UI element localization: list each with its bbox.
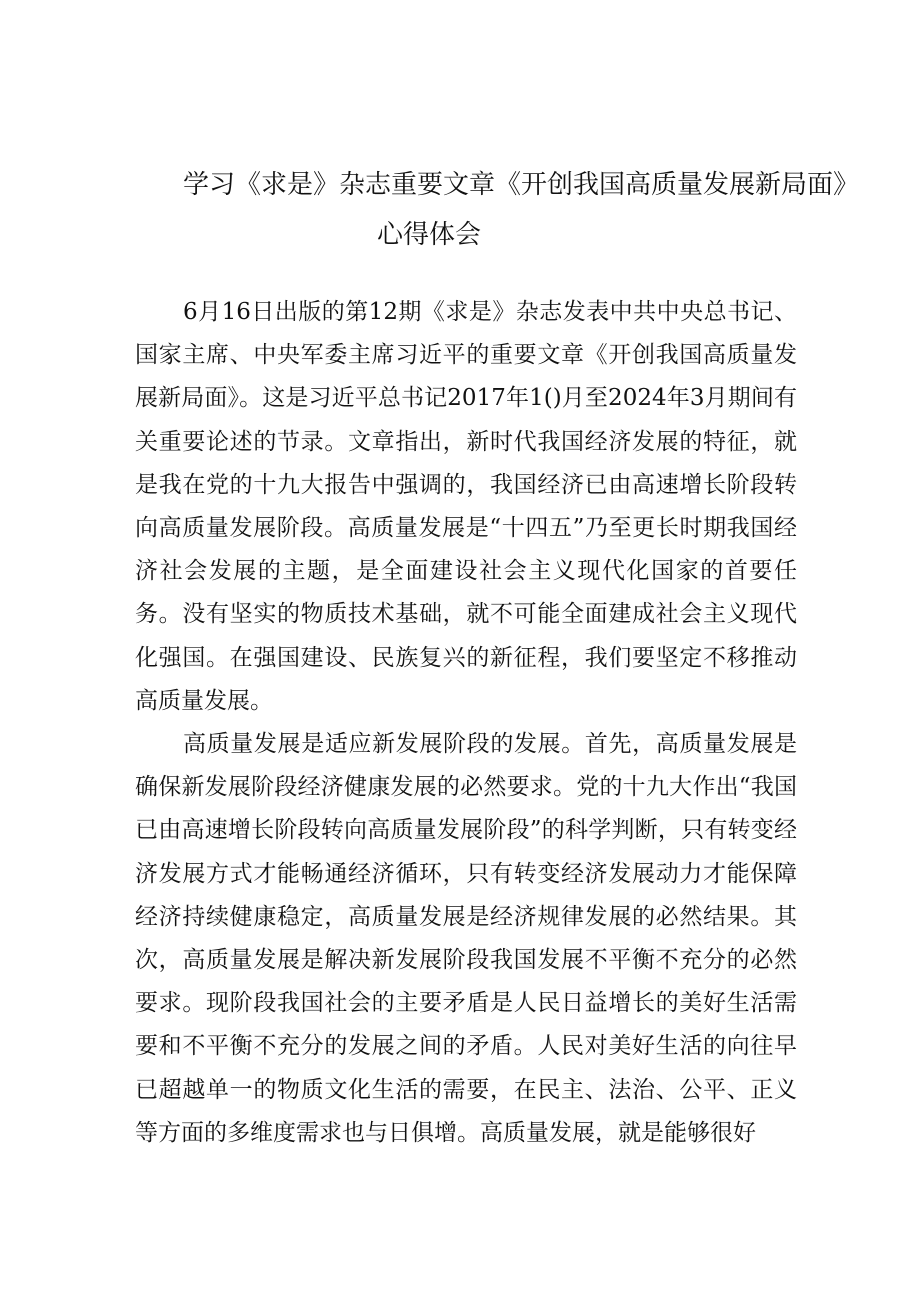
- document-title: [0, 160, 920, 260]
- paragraph-2: 高质量发展是适应新发展阶段的发展。首先，高质量发展是确保新发展阶段经济健康发展的必然要求。党的十九大作出“我国已由高速增长阶段转向高质量发展阶段”的科学判断，只有转变经济发展方式才能畅通经济循环，只有转变经济发展动力才能保障经济持续健康稳定，高质量发展是经济规律发展的必然结果。其次，高质量发展是解决新发展阶段我国发展不平衡不充分的必然要求。现阶段我国社会的主要矛盾是人民日益增长的美好生活需要和不平衡不充分的发展之间的矛盾。人民对美好生活的向往早已超越单一的物质文化生活的需要，在民主、法治、公平、正义等方面的多维度需求也与日俱增。高质量发展，就是能够很好: [135, 731, 797, 1146]
- title-line-2: 心得体会: [377, 220, 482, 250]
- paragraph-1: 6月16日出版的第12期《求是》杂志发表中共中央总书记、国家主席、中央军委主席习近平的重要文章《开创我国高质量发展新局面》。这是习近平总书记2017年1()月至2024年3月期间有关重要论述的节录。文章指出，新时代我国经济发展的特征，就是我在党的十九大报告中强调的，我国经济已由高速增长阶段转向高质量发展阶段。高质量发展是“十四五”乃至更长时期我国经济社会发展的主题，是全面建设社会主义现代化国家的首要任务。没有坚实的物质技术基础，就不可能全面建成社会主义现代化强国。在强国建设、民族复兴的新征程，我们要坚定不移推动高质量发展。: [135, 299, 797, 714]
- title-line-1: 学习《求是》杂志重要文章《开创我国高质量发展新局面》: [183, 170, 860, 200]
- document-body: [135, 291, 797, 1155]
